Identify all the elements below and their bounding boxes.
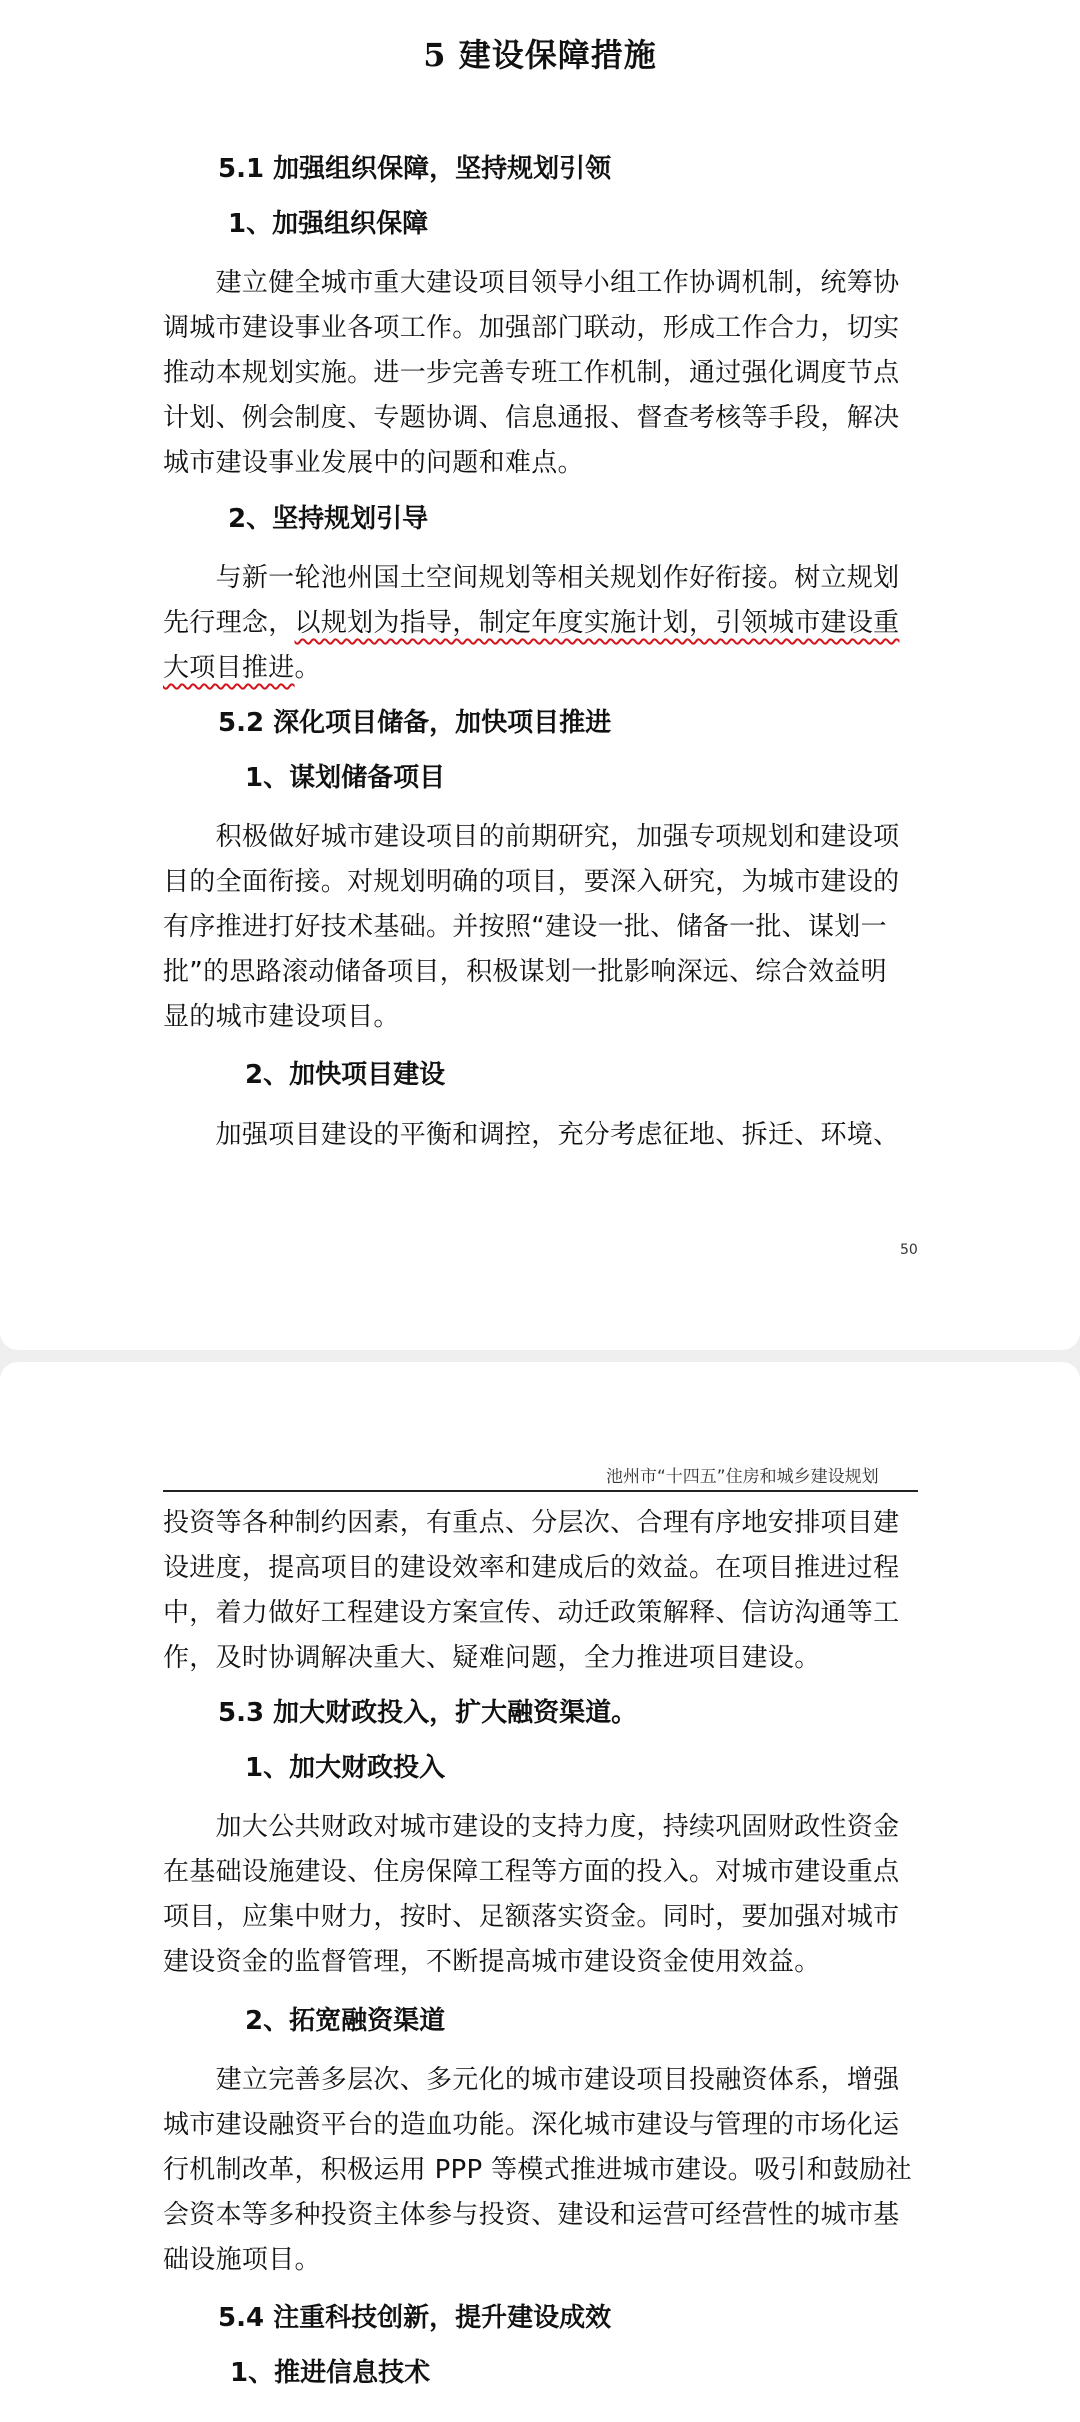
paragraph-line xyxy=(163,647,321,684)
plain-text: 。 xyxy=(294,653,321,683)
paragraph-line: 建立完善多层次、多元化的城市建设项目投融资体系，增强 xyxy=(163,2065,900,2095)
paragraph-line: 推动本规划实施。进一步完善专班工作机制，通过强化调度节点 xyxy=(163,358,900,388)
paragraph-line: 建立健全城市重大建设项目领导小组工作协调机制，统筹协 xyxy=(163,268,900,298)
header-rule xyxy=(163,1490,918,1492)
plain-text: 先行理念， xyxy=(163,608,295,638)
paragraph-line: 在基础设施建设、住房保障工程等方面的投入。对城市建设重点 xyxy=(163,1857,900,1887)
section-heading-5-3: 5.3 加大财政投入，扩大融资渠道。 xyxy=(218,1698,638,1728)
paragraph-line: 有序推进打好技术基础。并按照“建设一批、储备一批、谋划一 xyxy=(163,912,887,942)
paragraph-line: 目的全面衔接。对规划明确的项目，要深入研究，为城市建设的 xyxy=(163,867,900,897)
subheading-plan-reserve-projects: 1、谋划储备项目 xyxy=(245,763,446,793)
section-heading-5-1: 5.1 加强组织保障，坚持规划引领 xyxy=(218,154,612,184)
section-heading-5-2: 5.2 深化项目储备，加快项目推进 xyxy=(218,708,612,738)
paragraph-line: 行机制改革，积极运用 PPP 等模式推进城市建设。吸引和鼓励社 xyxy=(163,2155,912,2185)
paragraph-line: 积极做好城市建设项目的前期研究，加强专项规划和建设项 xyxy=(163,822,900,852)
paragraph-line: 作，及时协调解决重大、疑难问题，全力推进项目建设。 xyxy=(163,1643,821,1673)
section-heading-5-4: 5.4 注重科技创新，提升建设成效 xyxy=(218,2303,612,2333)
paragraph-line: 会资本等多种投资主体参与投资、建设和运营可经营性的城市基 xyxy=(163,2200,900,2230)
spellcheck-wavy-underline: 以规划为指导，制定年度实施计划，引领城市建设重 xyxy=(294,608,900,638)
paragraph-line xyxy=(163,602,899,639)
subheading-promote-it: 1、推进信息技术 xyxy=(230,2358,431,2388)
subheading-increase-fiscal-input: 1、加大财政投入 xyxy=(245,1753,446,1783)
paragraph-line: 批”的思路滚动储备项目，积极谋划一批影响深远、综合效益明 xyxy=(163,957,887,987)
paragraph-line: 投资等各种制约因素，有重点、分层次、合理有序地安排项目建 xyxy=(163,1508,900,1538)
paragraph-line: 显的城市建设项目。 xyxy=(163,1002,400,1032)
subheading-adhere-planning: 2、坚持规划引导 xyxy=(228,504,429,534)
paragraph-line: 城市建设事业发展中的问题和难点。 xyxy=(163,448,584,478)
page-number: 50 xyxy=(900,1242,918,1258)
paragraph-line: 中，着力做好工程建设方案宣传、动迁政策解释、信访沟通等工 xyxy=(163,1598,900,1628)
paragraph-line: 项目，应集中财力，按时、足额落实资金。同时，要加强对城市 xyxy=(163,1902,900,1932)
paragraph-line: 加强项目建设的平衡和调控，充分考虑征地、拆迁、环境、 xyxy=(163,1120,900,1150)
paragraph-line: 计划、例会制度、专题协调、信息通报、督查考核等手段，解决 xyxy=(163,403,900,433)
subheading-strengthen-organization: 1、加强组织保障 xyxy=(228,209,429,239)
paragraph-line: 设进度，提高项目的建设效率和建成后的效益。在项目推进过程 xyxy=(163,1553,900,1583)
paragraph-line: 与新一轮池州国土空间规划等相关规划作好衔接。树立规划 xyxy=(163,563,900,593)
paragraph-line: 础设施项目。 xyxy=(163,2245,321,2275)
paragraph-line: 建设资金的监督管理，不断提高城市建设资金使用效益。 xyxy=(163,1947,821,1977)
document-page-51 xyxy=(0,1362,1080,2422)
subheading-speed-up-construction: 2、加快项目建设 xyxy=(245,1060,446,1090)
spellcheck-wavy-underline: 大项目推进 xyxy=(163,653,295,683)
subheading-broaden-financing: 2、拓宽融资渠道 xyxy=(245,2006,446,2036)
paragraph-line: 城市建设融资平台的造血功能。深化城市建设与管理的市场化运 xyxy=(163,2110,900,2140)
chapter-title: 5 建设保障措施 xyxy=(423,36,657,74)
paragraph-line: 加大公共财政对城市建设的支持力度，持续巩固财政性资金 xyxy=(163,1812,900,1842)
paragraph-line: 调城市建设事业各项工作。加强部门联动，形成工作合力，切实 xyxy=(163,313,900,343)
running-header: 池州市“十四五”住房和城乡建设规划 xyxy=(606,1467,879,1487)
